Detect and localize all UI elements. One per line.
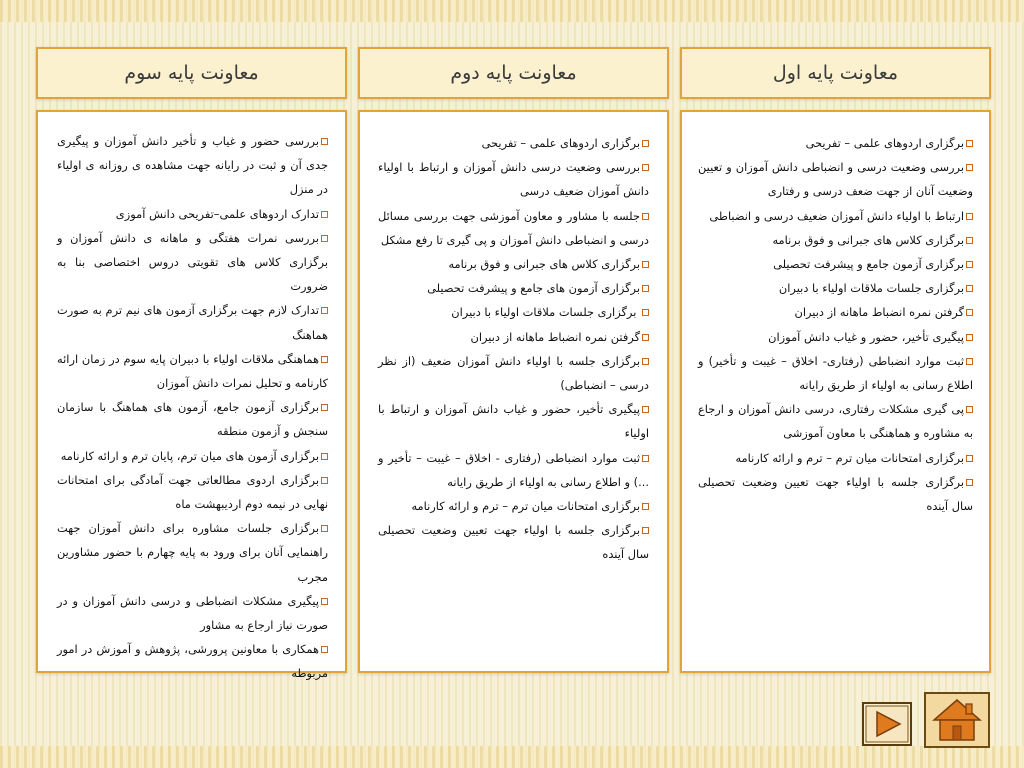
list-item-text: برگزاری امتحانات میان ترم – ترم و ارائه کارنامه <box>411 499 640 514</box>
square-bullet-icon <box>642 164 649 171</box>
list-item <box>378 300 649 324</box>
list-item <box>378 325 649 349</box>
list-item-text: پیگیری مشکلات انضباطی و درسی دانش آموزان و در صورت نیاز ارجاع به مشاور <box>57 593 328 633</box>
bottom-decorative-stripe <box>0 746 1024 768</box>
square-bullet-icon <box>321 356 328 363</box>
list-item <box>698 325 973 349</box>
header-grade-3-title: معاونت پایه سوم <box>124 62 259 84</box>
square-bullet-icon <box>966 334 973 341</box>
list-item <box>698 349 973 397</box>
list-item <box>57 444 328 468</box>
list-item-text: ثبت موارد انضباطی (رفتاری - اخلاق – غیبت – تأخیر و ...) و اطلاع رسانی به اولیاء از طریق رایانه <box>378 450 649 489</box>
list-item-text: بررسی حضور و غیاب و تأخیر دانش آموزان و پیگیری جدی آن و ثبت در رایانه جهت مشاهده ی روزانه ی اولیاء در منزل <box>57 134 328 197</box>
panel-grade-1 <box>680 110 991 673</box>
list-item-text: برگزاری جلسه با اولیاء دانش آموزان ضعیف (از نظر درسی – انضباطی) <box>378 353 649 393</box>
square-bullet-icon <box>321 235 328 242</box>
list-item <box>698 397 973 445</box>
list-item <box>378 349 649 397</box>
header-grade-2 <box>358 47 669 99</box>
square-bullet-icon <box>642 455 649 462</box>
list-item <box>698 155 973 203</box>
square-bullet-icon <box>966 479 973 486</box>
square-bullet-icon <box>321 477 328 484</box>
play-triangle-icon <box>864 704 910 744</box>
list-item-text: برگزاری آزمون جامع، آزمون های هماهنگ با سازمان سنجش و آزمون منطقه <box>57 400 328 439</box>
list-item <box>698 276 973 300</box>
list-item-text: گرفتن نمره انضباط ماهانه از دبیران <box>794 305 964 320</box>
square-bullet-icon <box>321 404 328 411</box>
list-item-text: برگزاری امتحانات میان ترم – ترم و ارائه کارنامه <box>735 450 964 465</box>
list-item <box>698 446 973 470</box>
list-item <box>378 446 649 494</box>
list-item-text: برگزاری جلسه با اولیاء جهت تعیین وضعیت تحصیلی سال آینده <box>378 523 649 562</box>
square-bullet-icon <box>966 261 973 268</box>
list-item <box>698 204 973 228</box>
list-item <box>57 395 328 443</box>
square-bullet-icon <box>321 453 328 460</box>
header-grade-1 <box>680 47 991 99</box>
square-bullet-icon <box>642 285 649 292</box>
list-item-text: پی گیری مشکلات رفتاری، درسی دانش آموزان و ارجاع به مشاوره و هماهنگی با معاون آموزشی <box>698 402 973 441</box>
square-bullet-icon <box>321 307 328 314</box>
list-item-text: گرفتن نمره انضباط ماهانه از دبیران <box>470 329 640 344</box>
list-item-text: ثبت موارد انضباطی (رفتاری- اخلاق – غیبت و تأخیر) و اطلاع رسانی به اولیاء از طریق رایانه <box>698 353 973 393</box>
list-item-text: پیگیری تأخیر، حضور و غیاب دانش آموزان و ارتباط با اولیاء <box>378 402 649 441</box>
list-item-text: برگزاری جلسات ملاقات اولیاء با دبیران <box>451 305 640 320</box>
list-item <box>57 516 328 589</box>
list-item <box>57 347 328 395</box>
square-bullet-icon <box>642 213 649 220</box>
list-item <box>57 468 328 516</box>
list-item <box>378 397 649 445</box>
list-item <box>378 494 649 518</box>
square-bullet-icon <box>642 406 649 413</box>
list-item <box>378 204 649 252</box>
list-item-text: برگزاری آزمون های میان ترم، پایان ترم و ارائه کارنامه <box>60 448 319 463</box>
list-item <box>378 518 649 566</box>
list-item-text: تدارک اردوهای علمی–تفریحی دانش آموزی <box>115 206 319 221</box>
square-bullet-icon <box>321 525 328 532</box>
list-item <box>57 589 328 637</box>
list-item-text: برگزاری اردوی مطالعاتی جهت آمادگی برای امتحانات نهایی در نیمه دوم اردیبهشت ماه <box>57 472 328 512</box>
square-bullet-icon <box>966 309 973 316</box>
square-bullet-icon <box>321 138 328 145</box>
list-item-text: جلسه با مشاور و معاون آموزشی جهت بررسی مسائل درسی و انضباطی دانش آموزان و پی گیری تا رفع مشکل <box>378 208 649 247</box>
list-item-text: بررسی وضعیت درسی دانش آموزان و ارتباط با اولیاء دانش آموزان ضعیف درسی <box>378 160 649 199</box>
list-item-text: تدارک لازم جهت برگزاری آزمون های نیم ترم به صورت هماهنگ <box>57 303 328 342</box>
square-bullet-icon <box>966 358 973 365</box>
square-bullet-icon <box>966 455 973 462</box>
list-item-text: برگزاری جلسات ملاقات اولیاء با دبیران <box>778 281 964 296</box>
header-grade-1-title: معاونت پایه اول <box>772 62 899 84</box>
list-item-text: برگزاری کلاس های جبرانی و فوق برنامه <box>448 257 640 272</box>
panel-grade-3 <box>36 110 347 681</box>
list-item-text: ارتباط با اولیاء دانش آموزان ضعیف درسی و انضباطی <box>709 208 964 223</box>
square-bullet-icon <box>966 213 973 220</box>
square-bullet-icon <box>642 503 649 510</box>
list-item-text: پیگیری تأخیر، حضور و غیاب دانش آموزان <box>768 329 964 344</box>
square-bullet-icon <box>966 406 973 413</box>
list-item-text: برگزاری کلاس های جبرانی و فوق برنامه <box>772 232 964 247</box>
square-bullet-icon <box>966 164 973 171</box>
list-item <box>57 298 328 346</box>
list-item <box>698 252 973 276</box>
list-item <box>378 131 649 155</box>
list-item-text: برگزاری اردوهای علمی – تفریحی <box>805 136 964 150</box>
list-item-text: برگزاری جلسه با اولیاء جهت تعیین وضعیت تحصیلی سال آینده <box>698 474 973 514</box>
list-item-text: برگزاری جلسات مشاوره برای دانش آموزان جهت راهنمایی آنان برای ورود به پایه چهارم با حضور مشاورین مجرب <box>57 521 328 584</box>
list-item-text: بررسی وضعیت درسی و انضباطی دانش آموزان و تعیین وضعیت آنان از جهت ضعف درسی و رفتاری <box>698 160 973 199</box>
square-bullet-icon <box>642 358 649 365</box>
list-item-text: بررسی نمرات هفتگی و ماهانه ی دانش آموزان و برگزاری کلاس های تقویتی دروس اختصاصی بنا به ضرورت <box>57 230 328 294</box>
list-item-text: همکاری با معاونین پرورشی، پژوهش و آموزش در امور مربوطه <box>57 642 328 681</box>
square-bullet-icon <box>642 261 649 268</box>
square-bullet-icon <box>642 527 649 534</box>
list-item-text: برگزاری اردوهای علمی – تفریحی <box>481 136 640 150</box>
list-grade-2 <box>378 131 649 567</box>
list-item <box>378 155 649 203</box>
list-item <box>57 202 328 226</box>
list-item <box>57 129 328 202</box>
list-grade-1 <box>698 131 973 518</box>
square-bullet-icon <box>321 598 328 605</box>
list-item <box>698 300 973 324</box>
square-bullet-icon <box>642 334 649 341</box>
list-item <box>698 131 973 155</box>
square-bullet-icon <box>321 211 328 218</box>
list-item-text: برگزاری آزمون های جامع و پیشرفت تحصیلی <box>427 281 640 296</box>
list-item <box>57 226 328 299</box>
square-bullet-icon <box>966 237 973 244</box>
home-button[interactable] <box>924 692 990 748</box>
list-item <box>378 276 649 300</box>
next-slide-button[interactable] <box>862 702 912 746</box>
header-grade-3 <box>36 47 347 99</box>
list-item-text: هماهنگی ملاقات اولیاء با دبیران پایه سوم در زمان ارائه کارنامه و تحلیل نمرات دانش آموزان <box>57 351 328 391</box>
square-bullet-icon <box>966 285 973 292</box>
house-icon <box>926 694 988 746</box>
square-bullet-icon <box>642 309 649 316</box>
top-decorative-stripe <box>0 0 1024 22</box>
list-item <box>698 228 973 252</box>
header-grade-2-title: معاونت پایه دوم <box>450 62 577 84</box>
square-bullet-icon <box>321 646 328 653</box>
list-item <box>57 637 328 685</box>
square-bullet-icon <box>642 140 649 147</box>
panel-grade-2 <box>358 110 669 673</box>
square-bullet-icon <box>966 140 973 147</box>
list-item-text: برگزاری آزمون جامع و پیشرفت تحصیلی <box>773 257 964 272</box>
list-grade-3 <box>57 129 328 686</box>
list-item <box>378 252 649 276</box>
list-item <box>698 470 973 518</box>
